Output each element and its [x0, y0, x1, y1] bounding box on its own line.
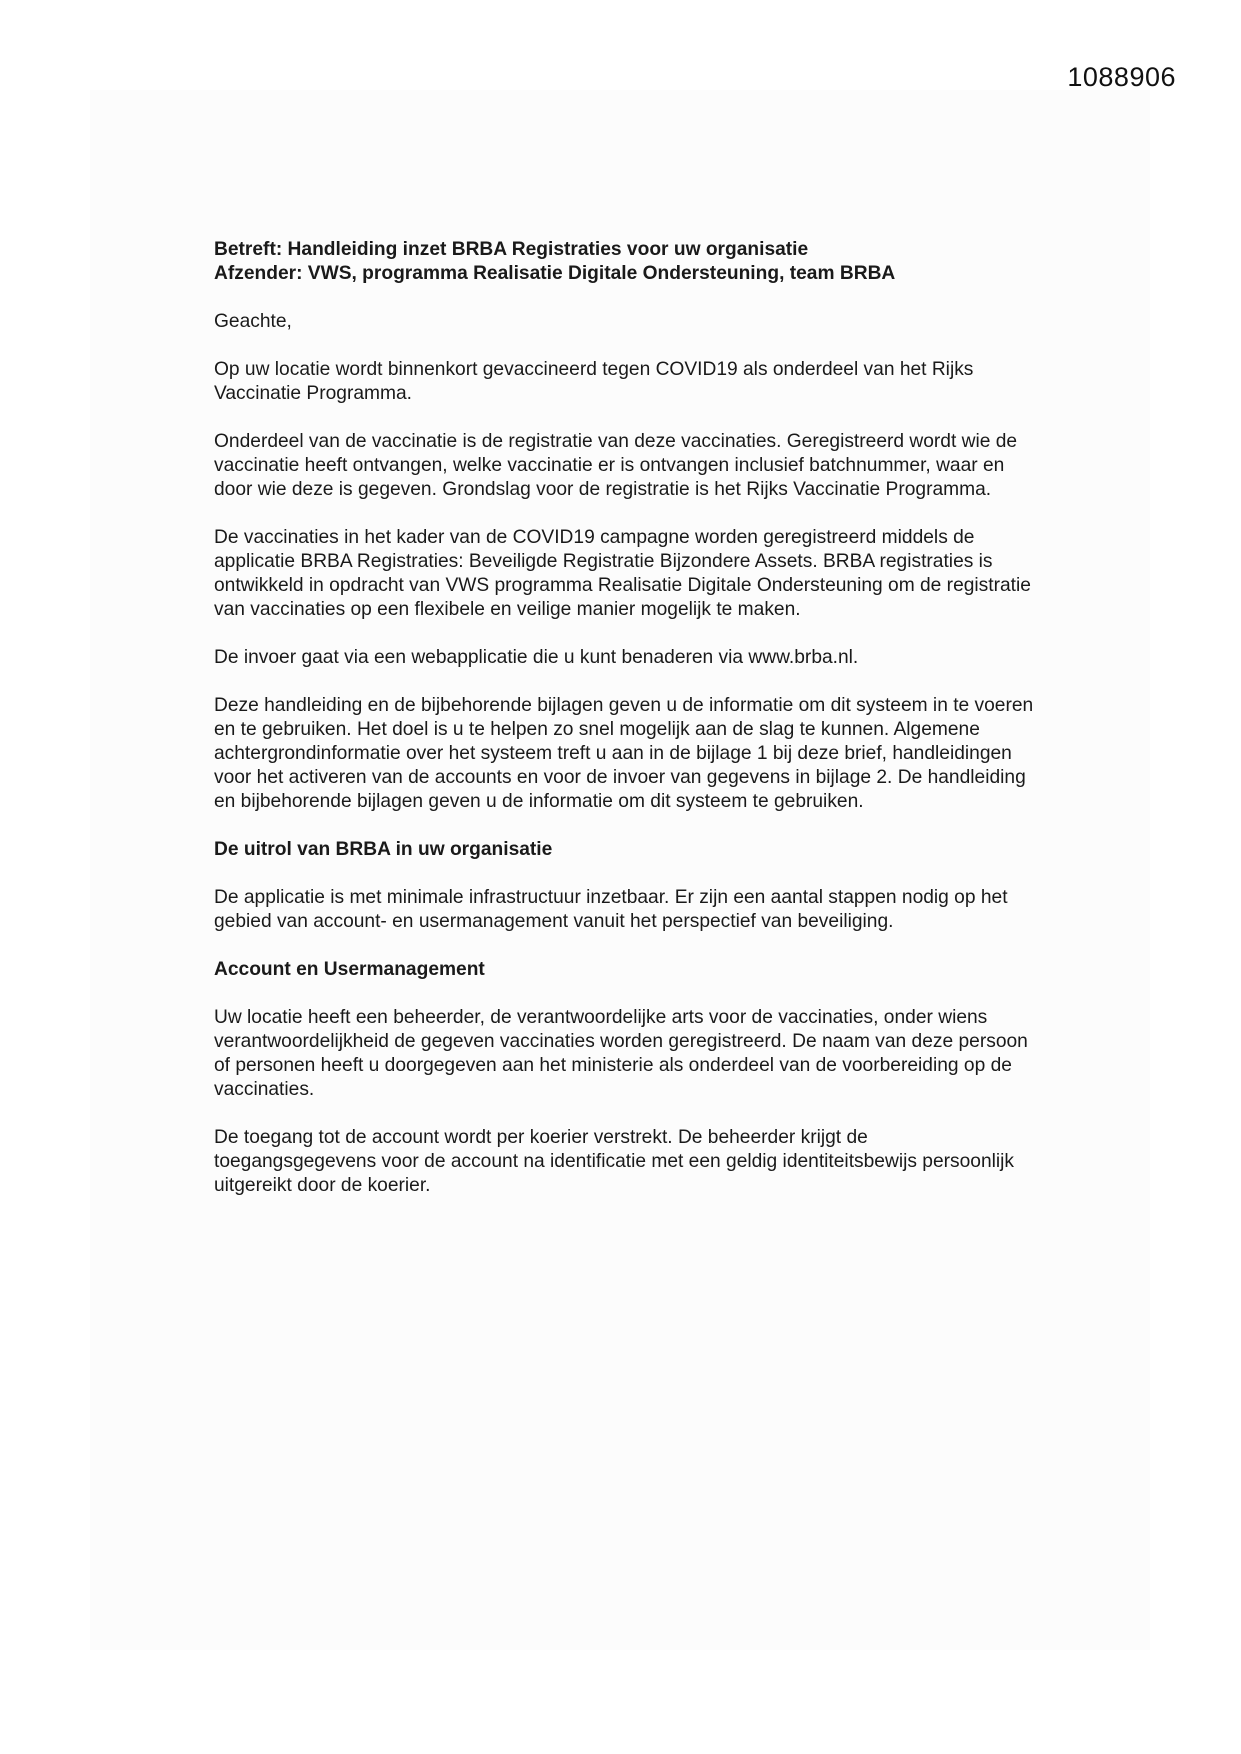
letter-header	[214, 238, 1034, 286]
document-number: 1088906	[1067, 62, 1176, 92]
paragraph: Uw locatie heeft een beheerder, de verantwoordelijke arts voor de vaccinaties, onder wiens verantwoordelijkheid de gegeven vaccinaties worden geregistreerd. De naam van deze persoon of personen heeft u doorgegeven aan het ministerie als onderdeel van de voorbereiding op de vaccinaties.	[214, 1007, 1028, 1100]
salutation: Geachte,	[214, 311, 292, 332]
paragraph: De applicatie is met minimale infrastructuur inzetbaar. Er zijn een aantal stappen nodig op het gebied van account- en usermanagement vanuit het perspectief van beveiliging.	[214, 887, 1008, 932]
paragraph: De vaccinaties in het kader van de COVID19 campagne worden geregistreerd middels de applicatie BRBA Registraties: Beveiligde Registratie Bijzondere Assets. BRBA registraties is ontwikkeld in opdracht van VWS programma Realisatie Digitale Ondersteuning om de registratie van vaccinaties op een flexibele en veilige manier mogelijk te maken.	[214, 527, 1031, 620]
paragraph: De toegang tot de account wordt per koerier verstrekt. De beheerder krijgt de toegangsgegevens voor de account na identificatie met een geldig identiteitsbewijs persoonlijk uitgereikt door de koerier.	[214, 1127, 1014, 1196]
paragraph: Deze handleiding en de bijbehorende bijlagen geven u de informatie om dit systeem in te voeren en te gebruiken. Het doel is u te helpen zo snel mogelijk aan de slag te kunnen. Algemene achtergrondinformatie over het systeem treft u aan in de bijlage 1 bij deze brief, handleidingen voor het activeren van de accounts en voor de invoer van gegevens in bijlage 2. De handleiding en bijbehorende bijlagen geven u de informatie om dit systeem te gebruiken.	[214, 695, 1034, 812]
paragraph: Onderdeel van de vaccinatie is de registratie van deze vaccinaties. Geregistreerd wordt wie de vaccinatie heeft ontvangen, welke vaccinatie er is ontvangen inclusief batchnummer, waar en door wie deze is gegeven. Grondslag voor de registratie is het Rijks Vaccinatie Programma.	[214, 431, 1018, 500]
sender-line: Afzender: VWS, programma Realisatie Digitale Ondersteuning, team BRBA	[214, 263, 896, 284]
paragraph: De invoer gaat via een webapplicatie die u kunt benaderen via www.brba.nl.	[214, 647, 859, 668]
letter-body	[214, 238, 1034, 1222]
section-heading: Account en Usermanagement	[214, 959, 485, 980]
subject-line: Betreft: Handleiding inzet BRBA Registraties voor uw organisatie	[214, 239, 809, 260]
section-heading: De uitrol van BRBA in uw organisatie	[214, 839, 553, 860]
paragraph: Op uw locatie wordt binnenkort gevaccineerd tegen COVID19 als onderdeel van het Rijks Vaccinatie Programma.	[214, 359, 974, 404]
